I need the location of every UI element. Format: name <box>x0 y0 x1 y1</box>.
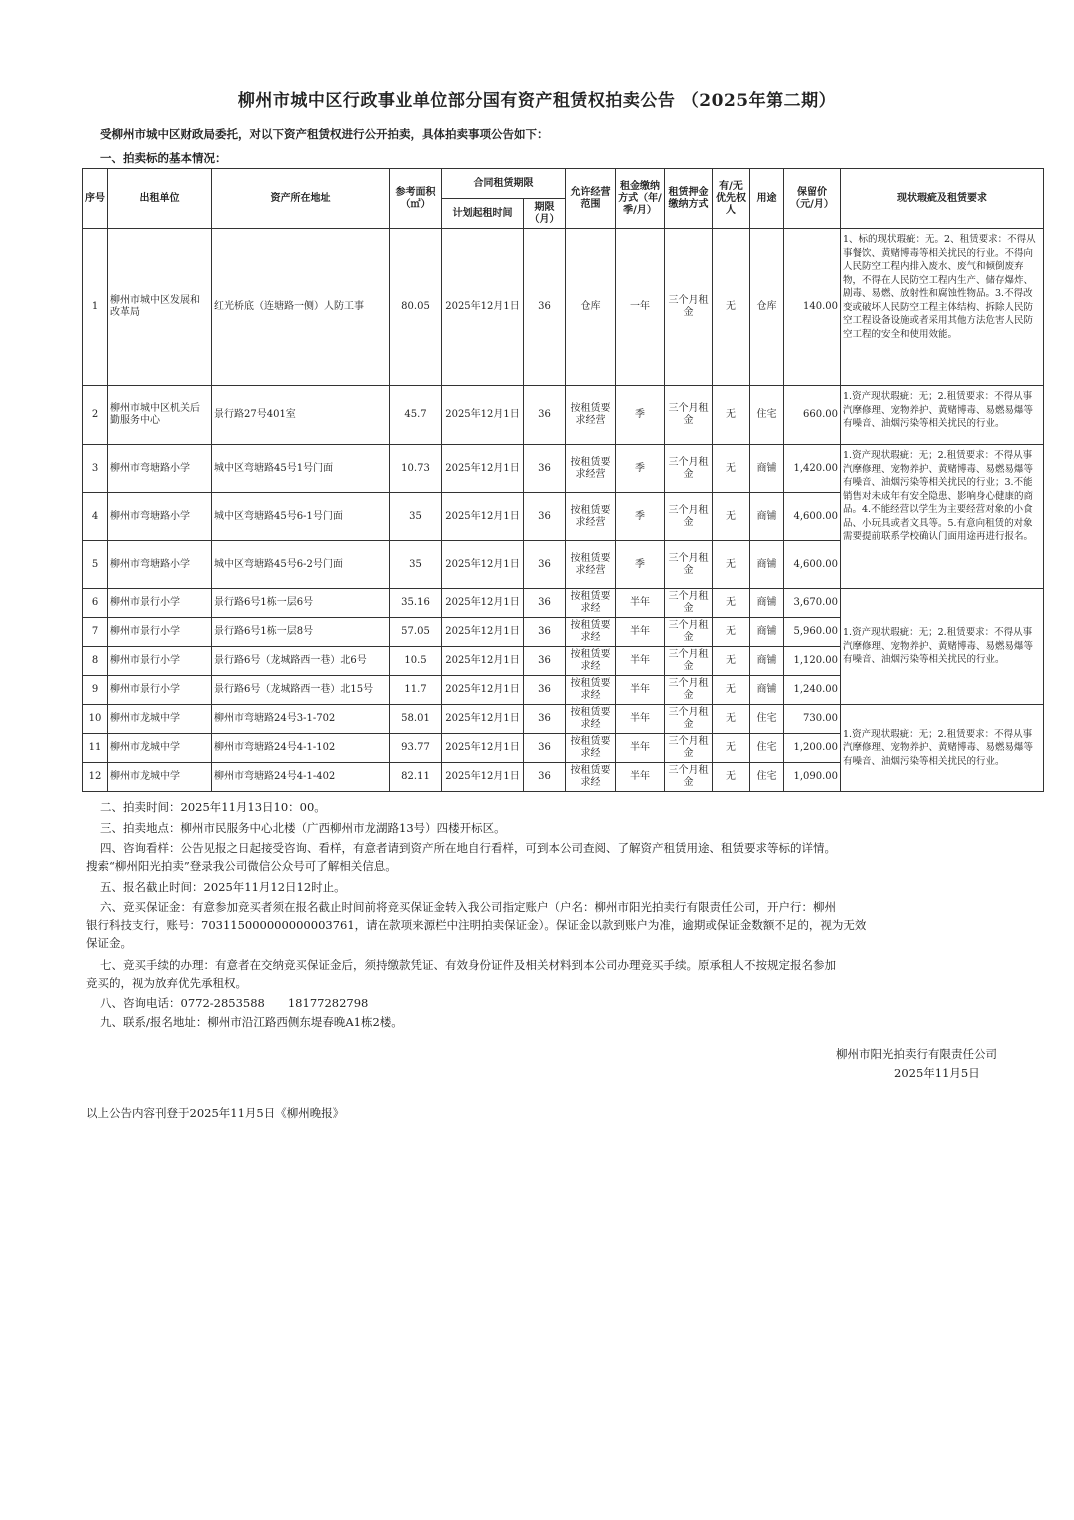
cell-use: 商铺 <box>750 647 784 676</box>
cell-reserve: 4,600.00 <box>784 493 841 541</box>
auction-items-table <box>82 168 1044 792</box>
header-term: 期限（月） <box>524 199 566 229</box>
cell-use: 仓库 <box>750 229 784 386</box>
cell-start: 2025年12月1日 <box>442 386 524 445</box>
cell-address: 红光桥底（连塘路一侧）人防工事 <box>212 229 390 386</box>
cell-priority: 无 <box>713 734 750 763</box>
notice-title: 柳州市城中区行政事业单位部分国有资产租赁权拍卖公告 （2025年第二期） <box>237 91 837 111</box>
cell-address: 柳州市弯塘路24号4-1-102 <box>212 734 390 763</box>
table-row <box>83 589 1044 618</box>
cell-deposit: 三个月租金 <box>665 386 713 445</box>
cell-no: 5 <box>83 541 108 589</box>
cell-no: 3 <box>83 445 108 493</box>
cell-term: 36 <box>524 734 566 763</box>
cell-use: 住宅 <box>750 734 784 763</box>
cell-address: 柳州市弯塘路24号3-1-702 <box>212 705 390 734</box>
cell-lessor: 柳州市景行小学 <box>108 676 212 705</box>
cell-scope: 按租赁要求经 <box>566 647 616 676</box>
signature-company: 柳州市阳光拍卖行有限责任公司 <box>836 1047 997 1061</box>
cell-priority: 无 <box>713 445 750 493</box>
table-row <box>83 705 1044 734</box>
cell-scope: 按租赁要求经 <box>566 734 616 763</box>
cell-payment: 季 <box>616 541 665 589</box>
cell-requirements: 1.资产现状瑕疵：无；2.租赁要求：不得从事汽摩修理、宠物养护、黄赌博毒、易燃易爆等有噪音、油烟污染等相关扰民的行业。 <box>841 589 1044 705</box>
table-row <box>83 229 1044 386</box>
cell-use: 住宅 <box>750 386 784 445</box>
cell-lessor: 柳州市弯塘路小学 <box>108 493 212 541</box>
cell-start: 2025年12月1日 <box>442 493 524 541</box>
header-requirements: 现状瑕疵及租赁要求 <box>841 169 1044 229</box>
cell-area: 58.01 <box>390 705 442 734</box>
cell-lessor: 柳州市景行小学 <box>108 618 212 647</box>
cell-deposit: 三个月租金 <box>665 589 713 618</box>
intro-text: 受柳州市城中区财政局委托，对以下资产租赁权进行公开拍卖，具体拍卖事项公告如下： <box>100 127 549 141</box>
cell-requirements: 1.资产现状瑕疵：无；2.租赁要求：不得从事汽摩修理、宠物养护、黄赌博毒、易燃易爆等有噪音、油烟污染等相关扰民的行业。 <box>841 386 1044 445</box>
cell-payment: 季 <box>616 386 665 445</box>
cell-start: 2025年12月1日 <box>442 734 524 763</box>
cell-deposit: 三个月租金 <box>665 705 713 734</box>
cell-start: 2025年12月1日 <box>442 705 524 734</box>
cell-area: 11.7 <box>390 676 442 705</box>
cell-lessor: 柳州市景行小学 <box>108 647 212 676</box>
procedure-line-2: 竞买的，视为放弃优先承租权。 <box>86 976 247 990</box>
cell-use: 商铺 <box>750 493 784 541</box>
cell-address: 景行路6号（龙城路西一巷）北15号 <box>212 676 390 705</box>
cell-priority: 无 <box>713 647 750 676</box>
header-use: 用途 <box>750 169 784 229</box>
cell-reserve: 1,420.00 <box>784 445 841 493</box>
cell-priority: 无 <box>713 541 750 589</box>
deposit-line-3: 保证金。 <box>86 936 132 950</box>
cell-term: 36 <box>524 763 566 792</box>
cell-area: 35 <box>390 493 442 541</box>
cell-priority: 无 <box>713 763 750 792</box>
auction-place: 三、拍卖地点：柳州市民服务中心北楼（广西柳州市龙湖路13号）四楼开标区。 <box>100 821 506 835</box>
cell-scope: 按租赁要求经营 <box>566 445 616 493</box>
cell-area: 93.77 <box>390 734 442 763</box>
cell-priority: 无 <box>713 386 750 445</box>
cell-area: 45.7 <box>390 386 442 445</box>
cell-payment: 半年 <box>616 734 665 763</box>
cell-scope: 按租赁要求经 <box>566 676 616 705</box>
cell-start: 2025年12月1日 <box>442 445 524 493</box>
cell-use: 商铺 <box>750 618 784 647</box>
cell-priority: 无 <box>713 589 750 618</box>
cell-no: 9 <box>83 676 108 705</box>
publication-footer: 以上公告内容刊登于2025年11月5日《柳州晚报》 <box>86 1106 345 1120</box>
cell-lessor: 柳州市龙城中学 <box>108 705 212 734</box>
cell-payment: 半年 <box>616 676 665 705</box>
header-payment: 租金缴纳方式（年/季/月） <box>616 169 665 229</box>
cell-term: 36 <box>524 676 566 705</box>
cell-requirements: 1.资产现状瑕疵：无；2.租赁要求：不得从事汽摩修理、宠物养护、黄赌博毒、易燃易爆等有噪音、油烟污染等相关扰民的行业。 <box>841 705 1044 792</box>
cell-payment: 半年 <box>616 705 665 734</box>
cell-lessor: 柳州市弯塘路小学 <box>108 445 212 493</box>
cell-address: 柳州市弯塘路24号4-1-402 <box>212 763 390 792</box>
cell-requirements: 1.资产现状瑕疵：无；2.租赁要求：不得从事汽摩修理、宠物养护、黄赌博毒、易燃易爆等有噪音、油烟污染等相关扰民的行业；3.不能销售对未成年有安全隐患、影响身心健康的商品。4.不能经营以学生为主要经营对象的小食品、小玩具或者文具等。5.有意向租赁的对象需要提前联系学校确认门面用途再进行报名。 <box>841 445 1044 589</box>
cell-reserve: 4,600.00 <box>784 541 841 589</box>
cell-no: 6 <box>83 589 108 618</box>
cell-payment: 半年 <box>616 589 665 618</box>
signature-date: 2025年11月5日 <box>894 1066 980 1080</box>
section-1-heading: 一、拍卖标的基本情况： <box>100 151 227 165</box>
cell-lessor: 柳州市景行小学 <box>108 589 212 618</box>
cell-start: 2025年12月1日 <box>442 676 524 705</box>
cell-scope: 按租赁要求经 <box>566 589 616 618</box>
cell-no: 1 <box>83 229 108 386</box>
cell-term: 36 <box>524 541 566 589</box>
cell-payment: 半年 <box>616 647 665 676</box>
cell-scope: 按租赁要求经营 <box>566 493 616 541</box>
cell-term: 36 <box>524 445 566 493</box>
header-no: 序号 <box>83 169 108 229</box>
cell-reserve: 140.00 <box>784 229 841 386</box>
cell-reserve: 3,670.00 <box>784 589 841 618</box>
cell-term: 36 <box>524 589 566 618</box>
cell-scope: 按租赁要求经 <box>566 705 616 734</box>
cell-deposit: 三个月租金 <box>665 618 713 647</box>
cell-reserve: 1,090.00 <box>784 763 841 792</box>
cell-start: 2025年12月1日 <box>442 229 524 386</box>
cell-scope: 按租赁要求经 <box>566 763 616 792</box>
cell-address: 景行路27号401室 <box>212 386 390 445</box>
cell-start: 2025年12月1日 <box>442 763 524 792</box>
deposit-line-1: 六、竞买保证金：有意参加竞买者须在报名截止时间前将竞买保证金转入我公司指定账户（户名：柳州市阳光拍卖行有限责任公司，开户行：柳州 <box>100 900 836 914</box>
cell-scope: 按租赁要求经营 <box>566 541 616 589</box>
deposit-line-2: 银行科技支行，账号：703115000000000003761，请在款项来源栏中注明拍卖保证金）。保证金以款到账户为准，逾期或保证金数额不足的，视为无效 <box>86 918 867 932</box>
cell-lessor: 柳州市城中区发展和改革局 <box>108 229 212 386</box>
cell-use: 商铺 <box>750 445 784 493</box>
cell-lessor: 柳州市龙城中学 <box>108 734 212 763</box>
cell-use: 商铺 <box>750 541 784 589</box>
header-address: 资产所在地址 <box>212 169 390 229</box>
cell-address: 城中区弯塘路45号6-2号门面 <box>212 541 390 589</box>
cell-payment: 半年 <box>616 618 665 647</box>
header-lessor: 出租单位 <box>108 169 212 229</box>
cell-lessor: 柳州市弯塘路小学 <box>108 541 212 589</box>
table-row <box>83 386 1044 445</box>
cell-use: 住宅 <box>750 763 784 792</box>
cell-term: 36 <box>524 618 566 647</box>
consult-line-2: 搜索“柳州阳光拍卖”登录我公司微信公众号可了解相关信息。 <box>86 859 397 873</box>
header-start: 计划起租时间 <box>442 199 524 229</box>
cell-reserve: 660.00 <box>784 386 841 445</box>
contact-address: 九、联系/报名地址：柳州市沿江路西侧东堤春晚A1栋2楼。 <box>100 1015 403 1029</box>
cell-reserve: 5,960.00 <box>784 618 841 647</box>
cell-term: 36 <box>524 647 566 676</box>
cell-address: 景行路6号1栋一层8号 <box>212 618 390 647</box>
cell-scope: 按租赁要求经营 <box>566 386 616 445</box>
cell-priority: 无 <box>713 229 750 386</box>
cell-scope: 按租赁要求经 <box>566 618 616 647</box>
cell-payment: 季 <box>616 493 665 541</box>
cell-area: 10.5 <box>390 647 442 676</box>
cell-address: 景行路6号（龙城路西一巷）北6号 <box>212 647 390 676</box>
cell-deposit: 三个月租金 <box>665 647 713 676</box>
cell-lessor: 柳州市龙城中学 <box>108 763 212 792</box>
table-row <box>83 445 1044 493</box>
header-deposit: 租赁押金缴纳方式 <box>665 169 713 229</box>
cell-reserve: 1,120.00 <box>784 647 841 676</box>
cell-deposit: 三个月租金 <box>665 445 713 493</box>
cell-lessor: 柳州市城中区机关后勤服务中心 <box>108 386 212 445</box>
cell-reserve: 1,240.00 <box>784 676 841 705</box>
cell-deposit: 三个月租金 <box>665 734 713 763</box>
header-priority: 有/无优先权人 <box>713 169 750 229</box>
cell-deposit: 三个月租金 <box>665 676 713 705</box>
consult-phone: 八、咨询电话：0772-2853588 18177282798 <box>100 996 369 1010</box>
cell-use: 商铺 <box>750 676 784 705</box>
cell-area: 35 <box>390 541 442 589</box>
cell-payment: 季 <box>616 445 665 493</box>
cell-priority: 无 <box>713 618 750 647</box>
cell-no: 2 <box>83 386 108 445</box>
header-reserve: 保留价（元/月） <box>784 169 841 229</box>
cell-term: 36 <box>524 705 566 734</box>
cell-term: 36 <box>524 386 566 445</box>
cell-start: 2025年12月1日 <box>442 618 524 647</box>
cell-address: 城中区弯塘路45号1号门面 <box>212 445 390 493</box>
header-area: 参考面积（㎡） <box>390 169 442 229</box>
cell-use: 商铺 <box>750 589 784 618</box>
registration-deadline: 五、报名截止时间：2025年11月12日12时止。 <box>100 880 346 894</box>
cell-no: 10 <box>83 705 108 734</box>
cell-area: 57.05 <box>390 618 442 647</box>
cell-term: 36 <box>524 493 566 541</box>
cell-start: 2025年12月1日 <box>442 589 524 618</box>
cell-requirements: 1、标的现状瑕疵：无。2、租赁要求：不得从事餐饮、黄赌博毒等相关扰民的行业。不得向人民防空工程内排入废水、废气和倾倒废弃物，不得在人民防空工程内生产、储存爆炸、剧毒、易燃、放射性和腐蚀性物品。3.不得改变或破坏人民防空工程主体结构、拆除人民防空工程设备设施或者采用其他方法危害人民防空工程的安全和使用效能。 <box>841 229 1044 386</box>
cell-scope: 仓库 <box>566 229 616 386</box>
cell-no: 8 <box>83 647 108 676</box>
cell-deposit: 三个月租金 <box>665 493 713 541</box>
cell-no: 4 <box>83 493 108 541</box>
cell-start: 2025年12月1日 <box>442 647 524 676</box>
cell-area: 10.73 <box>390 445 442 493</box>
cell-no: 7 <box>83 618 108 647</box>
consult-line-1: 四、咨询看样：公告见报之日起接受咨询、看样，有意者请到资产所在地自行看样，可到本公司查阅、了解资产租赁用途、租赁要求等标的详情。 <box>100 841 836 855</box>
cell-address: 景行路6号1栋一层6号 <box>212 589 390 618</box>
cell-deposit: 三个月租金 <box>665 541 713 589</box>
procedure-line-1: 七、竞买手续的办理：有意者在交纳竞买保证金后，须持缴款凭证、有效身份证件及相关材料到本公司办理竞买手续。原承租人不按规定报名参加 <box>100 958 836 972</box>
cell-reserve: 730.00 <box>784 705 841 734</box>
cell-payment: 一年 <box>616 229 665 386</box>
cell-payment: 半年 <box>616 763 665 792</box>
header-scope: 允许经营范围 <box>566 169 616 229</box>
cell-priority: 无 <box>713 493 750 541</box>
cell-area: 82.11 <box>390 763 442 792</box>
cell-use: 住宅 <box>750 705 784 734</box>
cell-deposit: 三个月租金 <box>665 763 713 792</box>
cell-reserve: 1,200.00 <box>784 734 841 763</box>
cell-area: 80.05 <box>390 229 442 386</box>
cell-deposit: 三个月租金 <box>665 229 713 386</box>
header-period: 合同租赁期限 <box>442 169 566 199</box>
cell-address: 城中区弯塘路45号6-1号门面 <box>212 493 390 541</box>
cell-no: 12 <box>83 763 108 792</box>
cell-priority: 无 <box>713 705 750 734</box>
auction-time: 二、拍卖时间：2025年11月13日10：00。 <box>100 800 326 814</box>
cell-area: 35.16 <box>390 589 442 618</box>
cell-term: 36 <box>524 229 566 386</box>
cell-priority: 无 <box>713 676 750 705</box>
cell-start: 2025年12月1日 <box>442 541 524 589</box>
cell-no: 11 <box>83 734 108 763</box>
